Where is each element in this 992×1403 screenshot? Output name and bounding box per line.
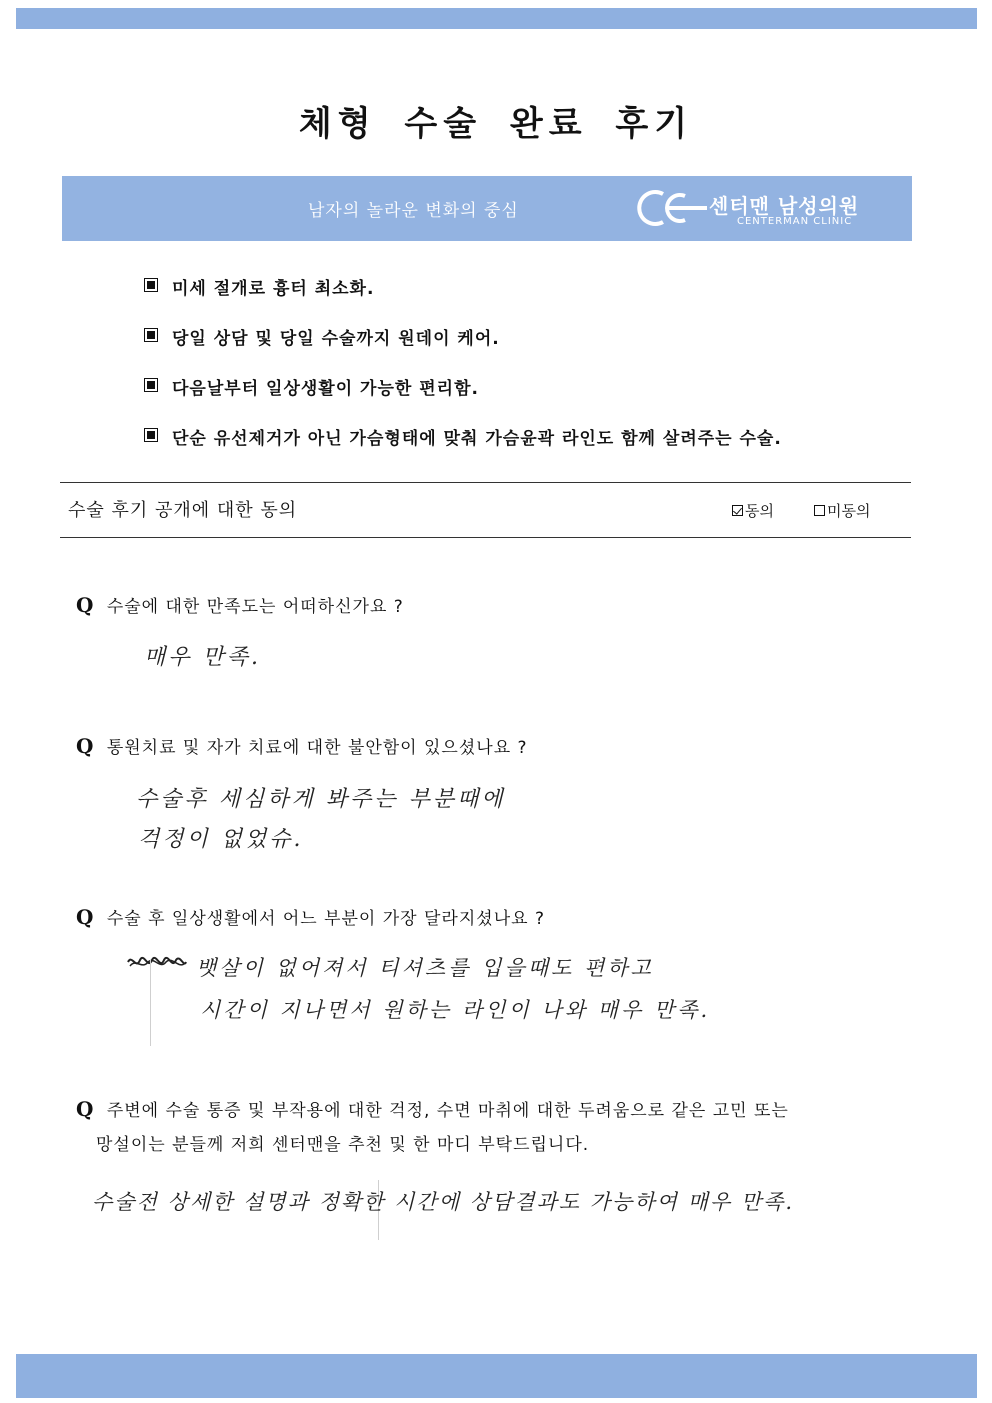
question-text: 주변에 수술 통증 및 부작용에 대한 걱정, 수면 마취에 대한 두려움으로 같은 고민 또는: [106, 1101, 789, 1121]
question-text: 수술에 대한 만족도는 어떠하신가요 ?: [106, 597, 404, 617]
question-mark-icon: Q: [76, 734, 95, 758]
question-text: 수술 후 일상생활에서 어느 부분이 가장 달라지셨나요 ?: [106, 909, 545, 929]
feature-text: 단순 유선제거가 아닌 가슴형태에 맞춰 가슴윤곽 라인도 함께 살려주는 수술.: [172, 429, 782, 449]
question-2: [76, 729, 528, 765]
filled-square-bullet-icon: [144, 328, 158, 342]
handwritten-answer: 수술전 상세한 설명과 정확한 시간에 상담결과도 가능하여 매우 만족.: [92, 1190, 795, 1214]
handwritten-answer: 뱃살이 없어져서 티셔츠를 입을때도 편하고: [196, 956, 654, 980]
banner-slogan: 남자의 놀라운 변화의 중심: [308, 201, 519, 221]
bottom-decorative-band: [16, 1354, 977, 1398]
consent-agree-option[interactable]: [732, 500, 774, 521]
question-3: [76, 900, 545, 936]
disagree-label: 미동의: [827, 502, 871, 520]
feature-item: [144, 274, 782, 324]
feature-text: 미세 절개로 흉터 최소화.: [172, 279, 375, 299]
filled-square-bullet-icon: [144, 378, 158, 392]
feature-item: [144, 374, 782, 424]
feature-item: [144, 424, 782, 474]
question-mark-icon: Q: [76, 905, 95, 929]
consent-disagree-option[interactable]: [814, 500, 870, 521]
clinic-banner: [62, 176, 912, 241]
handwritten-answer: 시간이 지나면서 원하는 라인이 나와 매우 만족.: [200, 998, 711, 1022]
clinic-logo: [627, 186, 887, 232]
faint-line: [150, 960, 151, 1046]
page-title: 체형 수술 완료 후기: [298, 104, 694, 144]
agree-label: 동의: [745, 502, 774, 520]
question-4: [76, 1092, 789, 1162]
filled-square-bullet-icon: [144, 428, 158, 442]
feature-item: [144, 324, 782, 374]
handwritten-answer: 수술후 세심하게 봐주는 부분때에: [136, 787, 506, 812]
consent-label: 수술 후기 공개에 대한 동의: [68, 500, 298, 521]
filled-square-bullet-icon: [144, 278, 158, 292]
question-1: [76, 588, 404, 624]
handwritten-answer: 걱정이 없었슈.: [138, 827, 304, 852]
question-mark-icon: Q: [76, 593, 95, 617]
centerman-cc-logo-icon: [627, 188, 709, 228]
empty-checkbox-icon[interactable]: [814, 505, 825, 516]
scribble-mark-icon: [126, 952, 188, 974]
question-text-line-2: 망설이는 분들께 저희 센터맨을 추천 및 한 마디 부탁드립니다.: [96, 1135, 590, 1155]
question-text: 통원치료 및 자가 치료에 대한 불안함이 있으셨나요 ?: [106, 738, 528, 758]
checked-checkbox-icon[interactable]: [732, 505, 743, 516]
logo-subtitle: CENTERMAN CLINIC: [737, 216, 853, 227]
top-decorative-band: [16, 8, 977, 29]
logo-name: 센터맨 남성의원: [709, 194, 860, 218]
question-mark-icon: Q: [76, 1097, 95, 1121]
consent-row: [60, 482, 911, 538]
feature-text: 다음날부터 일상생활이 가능한 편리함.: [172, 379, 479, 399]
handwritten-answer: 매우 만족.: [144, 645, 261, 670]
feature-list: [144, 274, 782, 474]
feature-text: 당일 상담 및 당일 수술까지 원데이 케어.: [172, 329, 500, 349]
